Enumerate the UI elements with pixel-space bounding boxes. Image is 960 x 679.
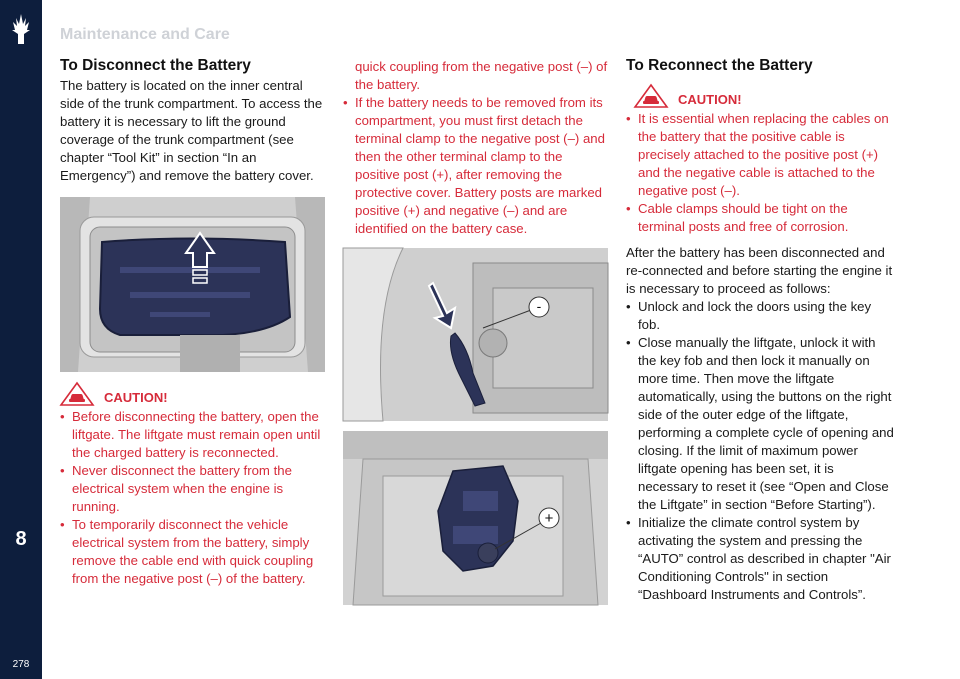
list-item: • It is essential when replacing the cables on the battery that the positive cable is precisely attached to the positive post (+) and the negative cable is attached to the negative post (–). [626,110,896,200]
disconnect-intro: The battery is located on the inner central side of the trunk compartment. To access the battery it is necessary to lift the ground coverage of the trunk compartment (see chapter “Tool Kit” in section “In an Emergency”) and remove the battery cover. [60,78,323,183]
caution-label: CAUTION! [678,92,742,107]
chapter-sidebar [0,0,42,679]
positive-terminal-illustration [343,431,608,605]
column-left [60,56,328,586]
list-item-continued: quick coupling from the negative post (–) of the battery. [355,59,608,92]
caution-label: CAUTION! [104,390,168,405]
reconnect-heading: To Reconnect the Battery [626,57,813,74]
disconnect-caution-list-continued [343,58,608,238]
list-item: • Before disconnecting the battery, open the liftgate. The liftgate must remain open until the charged battery is reconnected. [60,408,328,462]
chapter-number: 8 [15,528,27,550]
reconnect-caution-list [626,110,896,236]
list-item: • Unlock and lock the doors using the key fob. [626,298,896,334]
warning-car-icon [60,382,94,406]
column-middle [343,58,608,605]
list-item: • Cable clamps should be tight on the terminal posts and free of corrosion. [626,200,896,236]
negative-terminal-illustration [343,248,608,421]
trident-logo-icon [8,12,34,46]
reconnect-steps-list [626,298,896,604]
caution-block-reconnect [634,84,896,108]
page-number: 278 [12,659,30,670]
battery-cover-figure [60,197,325,372]
list-item: • If the battery needs to be removed from its compartment, you must first detach the terminal clamp to the negative post (–) and then the other terminal clamp to the positive post (+), after removing the protective cover. Battery posts are marked positive (+) and negative (–) and are identified on the battery case. [343,94,608,238]
caution-block-disconnect [60,382,328,406]
page-header-title: Maintenance and Care [60,26,230,43]
plus-label: + [544,510,554,527]
minus-label: - [536,298,542,314]
reconnect-after-text: After the battery has been disconnected and re-connected and before starting the engine it is necessary to proceed as follows: [626,245,893,296]
list-item: • Never disconnect the battery from the electrical system when the engine is running. [60,462,328,516]
battery-cover-illustration [60,197,325,372]
column-right [626,56,896,604]
positive-terminal-figure [343,431,608,605]
disconnect-caution-list [60,408,328,586]
negative-terminal-figure [343,248,608,421]
warning-car-icon [634,84,668,108]
disconnect-heading: To Disconnect the Battery [60,57,251,74]
list-item: • Initialize the climate control system by activating the system and pressing the “AUTO” control as described in chapter "Air Conditioning Controls" in section “Dashboard Instruments and Controls”. [626,514,896,604]
list-item: • Close manually the liftgate, unlock it with the key fob and then lock it manually on more time. Then move the liftgate automatically, using the buttons on the right side of the outer edge of the liftgate, performing a complete cycle of opening and closing. If the limit of maximum power liftgate opening has been set, it is necessary to reset it (see “Open and Close the Liftgate” in section “Before Starting”). [626,334,896,514]
list-item: • To temporarily disconnect the vehicle electrical system from the battery, simply remove the cable end with quick coupling from the negative post (–) of the battery. [60,516,328,552]
